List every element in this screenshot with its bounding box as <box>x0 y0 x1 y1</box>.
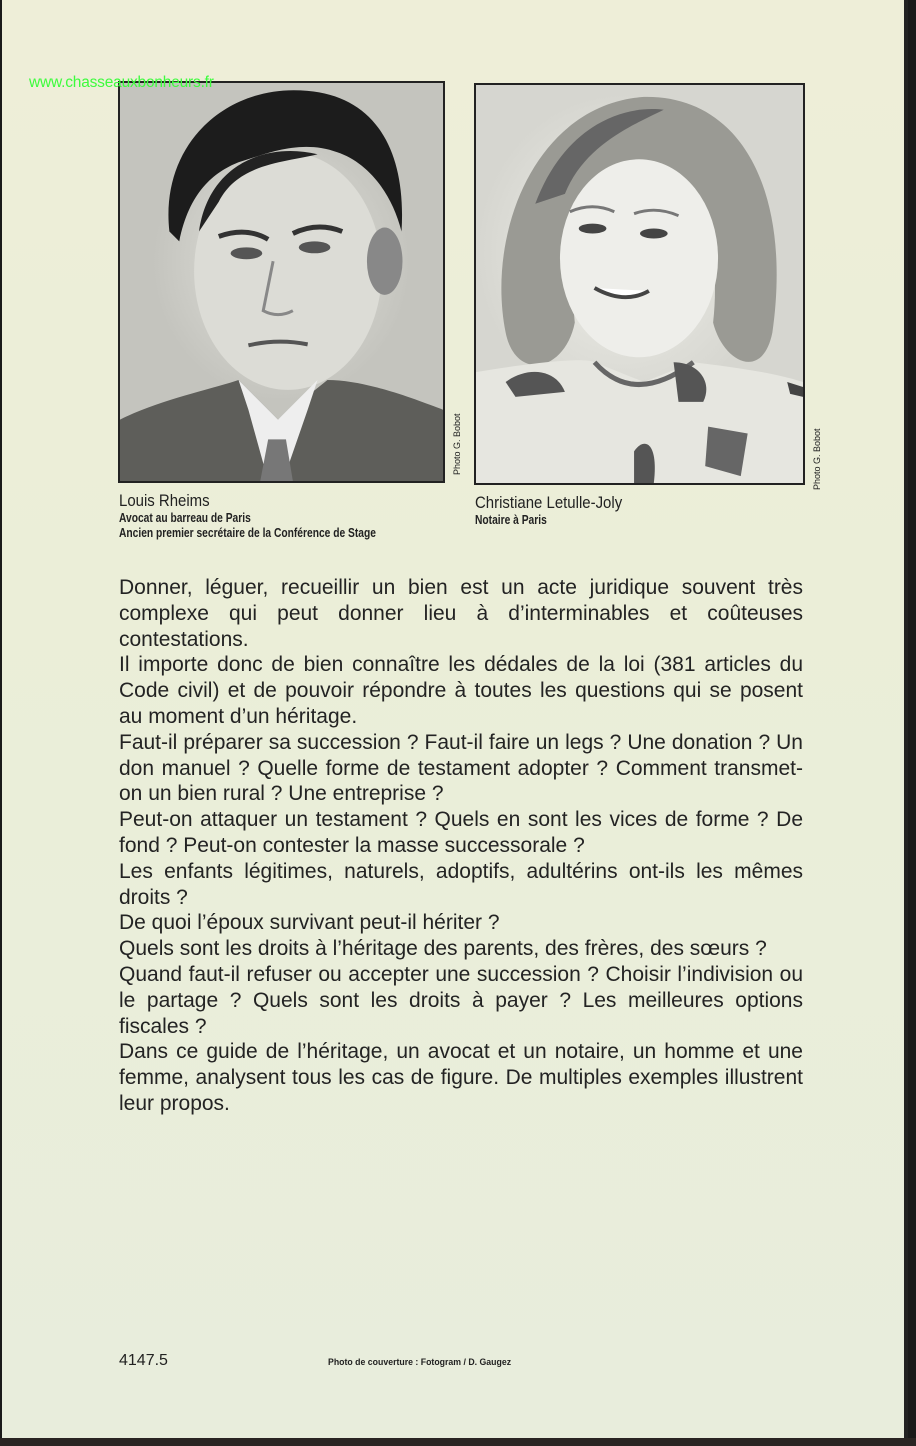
photo-credit-1: Photo G. Bobot <box>452 413 462 475</box>
watermark-link[interactable]: www.chasseauxbonheurs.fr <box>29 74 214 91</box>
blurb-text <box>119 575 803 1117</box>
author-name: Louis Rheims <box>119 491 210 510</box>
blurb-paragraph: Les enfants légitimes, naturels, adoptifs, adultérins ont-ils les mêmes droits ? <box>119 859 803 909</box>
author-caption-1 <box>119 491 432 541</box>
portrait-man-image <box>120 83 443 481</box>
blurb-paragraph: Dans ce guide de l’héritage, un avocat et un notaire, un homme et une femme, analysent tous les cas de figure. De multiples exemples illustrent leur propos. <box>119 1040 803 1115</box>
blurb-paragraph: Faut-il préparer sa succession ? Faut-il faire un legs ? Une donation ? Un don manuel ? Quelle forme de testament adopter ? Comment transmet-on un bien rural ? Une entreprise ? <box>119 730 803 806</box>
portrait-woman-image <box>476 85 803 483</box>
author-role: Avocat au barreau de Paris <box>119 511 251 525</box>
book-back-cover <box>2 0 908 1440</box>
catalog-reference: 4147.5 <box>119 1352 168 1369</box>
author-name: Christiane Letulle-Joly <box>475 493 623 512</box>
blurb-paragraph: Quand faut-il refuser ou accepter une succession ? Choisir l’indivision ou le partage ? Quels sont les droits à payer ? Les meilleures options fiscales ? <box>119 962 803 1038</box>
page-bottom-edge <box>0 1438 916 1446</box>
author-role: Ancien premier secrétaire de la Conférence de Stage <box>119 526 376 540</box>
cover-photo-credit: Photo de couverture : Fotogram / D. Gaugez <box>328 1357 512 1368</box>
blurb-paragraph: Quels sont les droits à l’héritage des parents, des frères, des sœurs ? <box>119 937 767 961</box>
author-role: Notaire à Paris <box>475 513 547 527</box>
blurb-paragraph: Il importe donc de bien connaître les dédales de la loi (381 articles du Code civil) et de pouvoir répondre à toutes les questions qui se posent au moment d’un héritage. <box>119 653 803 728</box>
blurb-paragraph: Donner, léguer, recueillir un bien est un acte juridique souvent très complexe qui peut donner lieu à d’interminables et coûteuses contestations. <box>119 576 803 651</box>
author-photo-christiane-letulle-joly <box>474 83 805 485</box>
author-caption-2 <box>475 493 642 528</box>
blurb-paragraph: Peut-on attaquer un testament ? Quels en sont les vices de forme ? De fond ? Peut-on contester la masse successorale ? <box>119 808 803 857</box>
author-photo-louis-rheims <box>118 81 445 483</box>
blurb-paragraph: De quoi l’époux survivant peut-il hériter ? <box>119 911 500 935</box>
photo-credit-2: Photo G. Bobot <box>812 428 822 490</box>
